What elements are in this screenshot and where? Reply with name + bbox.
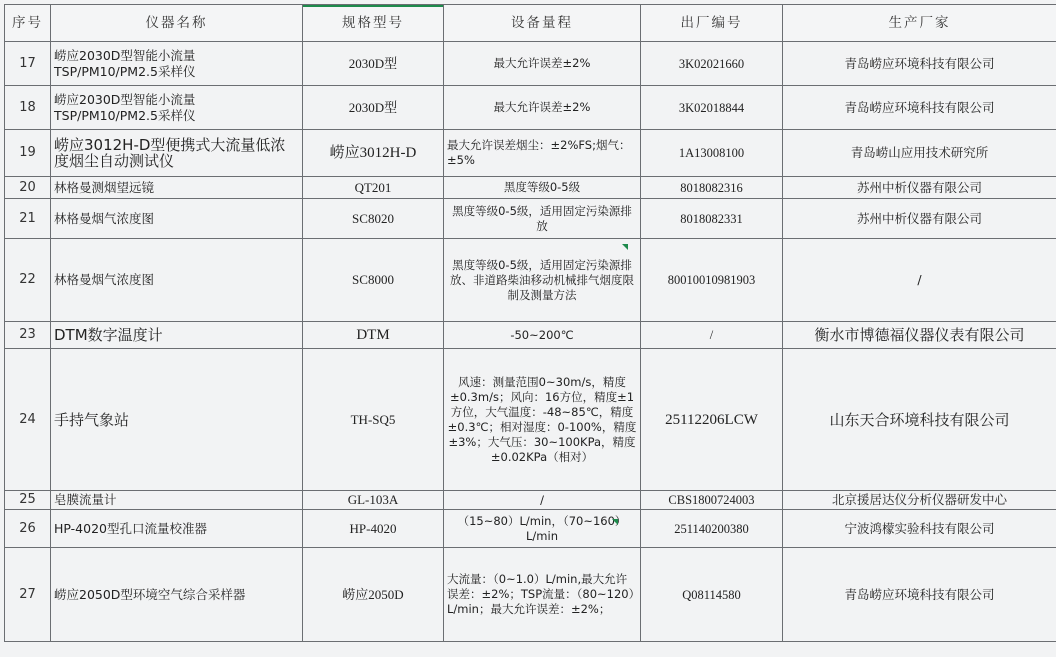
- header-cell-range[interactable]: 设备量程: [444, 5, 641, 42]
- table-row: [5, 548, 1056, 642]
- cell-serial[interactable]: 1A13008100: [641, 130, 783, 177]
- header-cell-serial[interactable]: 出厂编号: [641, 5, 783, 42]
- cell-maker[interactable]: 山东天合环境科技有限公司: [783, 349, 1056, 491]
- cell-model[interactable]: 崂应3012H-D: [303, 130, 444, 177]
- cell-name[interactable]: 皂膜流量计: [51, 491, 303, 510]
- cell-maker[interactable]: 青岛崂应环境科技有限公司: [783, 42, 1056, 86]
- cell-model[interactable]: HP-4020: [303, 510, 444, 548]
- cell-range[interactable]: 最大允许误差±2%: [444, 42, 641, 86]
- cell-range[interactable]: （15~80）L/min，（70~160）L/min: [444, 510, 641, 548]
- cell-maker[interactable]: /: [783, 239, 1056, 322]
- cell-model[interactable]: GL-103A: [303, 491, 444, 510]
- cell-model[interactable]: 2030D型: [303, 42, 444, 86]
- cell-maker[interactable]: 青岛崂山应用技术研究所: [783, 130, 1056, 177]
- cell-range[interactable]: /: [444, 491, 641, 510]
- cell-maker[interactable]: 衡水市博德福仪器仪表有限公司: [783, 322, 1056, 349]
- table-row: [5, 239, 1056, 322]
- cell-range[interactable]: 大流量：（0~1.0）L/min,最大允许误差：±2%；TSP流量：（80~120）L/min；最大允许误差：±2%；: [444, 548, 641, 642]
- cell-serial[interactable]: 8018082331: [641, 199, 783, 239]
- cell-name[interactable]: 崂应2030D型智能小流量TSP/PM10/PM2.5采样仪: [51, 86, 303, 130]
- cell-serial[interactable]: Q08114580: [641, 548, 783, 642]
- cell-range[interactable]: 风速：测量范围0~30m/s，精度±0.3m/s；风向：16方位，精度±1方位，大气温度：-48~85℃，精度±0.3℃；相对湿度：0-100%，精度±3%；大气压：30~100KPa，精度±0.02KPa（相对）: [444, 349, 641, 491]
- cell-no[interactable]: 23: [5, 322, 51, 349]
- cell-range[interactable]: 黑度等级0-5级: [444, 177, 641, 199]
- table-row: [5, 322, 1056, 349]
- cell-no[interactable]: 20: [5, 177, 51, 199]
- cell-no[interactable]: 21: [5, 199, 51, 239]
- header-cell-model[interactable]: 规格型号: [303, 5, 444, 42]
- cell-maker[interactable]: 宁波鸿檬实验科技有限公司: [783, 510, 1056, 548]
- cell-no[interactable]: 24: [5, 349, 51, 491]
- cell-range[interactable]: 最大允许误差±2%: [444, 86, 641, 130]
- table-row: [5, 86, 1056, 130]
- cell-model[interactable]: TH-SQ5: [303, 349, 444, 491]
- cell-name[interactable]: 崂应2050D型环境空气综合采样器: [51, 548, 303, 642]
- cell-model[interactable]: SC8000: [303, 239, 444, 322]
- cell-no[interactable]: 25: [5, 491, 51, 510]
- cell-serial[interactable]: /: [641, 322, 783, 349]
- cell-range[interactable]: -50~200℃: [444, 322, 641, 349]
- cell-name[interactable]: 林格曼烟气浓度图: [51, 199, 303, 239]
- cell-range[interactable]: 黑度等级0-5级，适用固定污染源排放: [444, 199, 641, 239]
- cell-no[interactable]: 18: [5, 86, 51, 130]
- table-row: [5, 177, 1056, 199]
- cell-range[interactable]: 最大允许误差烟尘：±2%FS;烟气：±5%: [444, 130, 641, 177]
- cell-name[interactable]: DTM数字温度计: [51, 322, 303, 349]
- cell-no[interactable]: 22: [5, 239, 51, 322]
- comment-marker: [612, 519, 618, 525]
- cell-serial[interactable]: 3K02021660: [641, 42, 783, 86]
- cell-maker[interactable]: 青岛崂应环境科技有限公司: [783, 548, 1056, 642]
- cell-no[interactable]: 26: [5, 510, 51, 548]
- header-cell-maker[interactable]: 生产厂家: [783, 5, 1056, 42]
- cell-serial[interactable]: 3K02018844: [641, 86, 783, 130]
- cell-model[interactable]: SC8020: [303, 199, 444, 239]
- header-cell-no[interactable]: 序号: [5, 5, 51, 42]
- cell-serial[interactable]: 8018082316: [641, 177, 783, 199]
- cell-model[interactable]: DTM: [303, 322, 444, 349]
- cell-serial[interactable]: 80010010981903: [641, 239, 783, 322]
- cell-serial[interactable]: 251140200380: [641, 510, 783, 548]
- cell-maker[interactable]: 苏州中析仪器有限公司: [783, 199, 1056, 239]
- header-cell-name[interactable]: 仪器名称: [51, 5, 303, 42]
- table-row: [5, 510, 1056, 548]
- cell-no[interactable]: 19: [5, 130, 51, 177]
- table-row: [5, 199, 1056, 239]
- cell-no[interactable]: 27: [5, 548, 51, 642]
- cell-name[interactable]: 林格曼测烟望远镜: [51, 177, 303, 199]
- comment-marker: [622, 244, 628, 250]
- cell-name[interactable]: 崂应2030D型智能小流量TSP/PM10/PM2.5采样仪: [51, 42, 303, 86]
- cell-serial[interactable]: 25112206LCW: [641, 349, 783, 491]
- cell-maker[interactable]: 北京援居达仪分析仪器研发中心: [783, 491, 1056, 510]
- cell-name[interactable]: 林格曼烟气浓度图: [51, 239, 303, 322]
- cell-maker[interactable]: 青岛崂应环境科技有限公司: [783, 86, 1056, 130]
- table-row: [5, 42, 1056, 86]
- cell-serial[interactable]: CBS1800724003: [641, 491, 783, 510]
- cell-range[interactable]: 黑度等级0-5级，适用固定污染源排放、非道路柴油移动机械排气烟度限制及测量方法: [444, 239, 641, 322]
- instrument-table: [4, 4, 1056, 642]
- table-row: [5, 491, 1056, 510]
- cell-name[interactable]: 手持气象站: [51, 349, 303, 491]
- cell-name[interactable]: 崂应3012H-D型便携式大流量低浓度烟尘自动测试仪: [51, 130, 303, 177]
- cell-model[interactable]: 崂应2050D: [303, 548, 444, 642]
- cell-model[interactable]: 2030D型: [303, 86, 444, 130]
- header-row: [5, 5, 1056, 42]
- table-row: [5, 130, 1056, 177]
- cell-name[interactable]: HP-4020型孔口流量校准器: [51, 510, 303, 548]
- cell-no[interactable]: 17: [5, 42, 51, 86]
- cell-model[interactable]: QT201: [303, 177, 444, 199]
- table-row: [5, 349, 1056, 491]
- cell-maker[interactable]: 苏州中析仪器有限公司: [783, 177, 1056, 199]
